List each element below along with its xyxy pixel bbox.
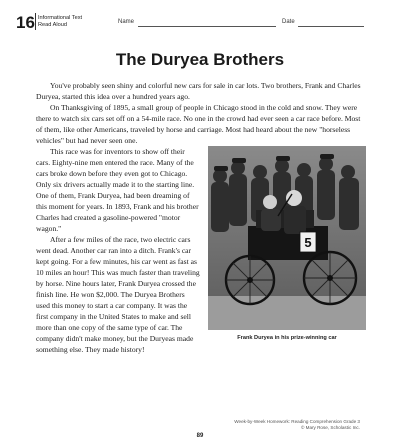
photo-caption: Frank Duryea in his prize-winning car — [237, 335, 337, 341]
car-photo-image — [208, 146, 366, 330]
page-title: The Duryea Brothers — [115, 50, 285, 69]
name-field-line[interactable] — [138, 26, 276, 27]
unit-label — [38, 15, 98, 29]
name-label: Name — [118, 19, 135, 25]
paragraph-3: This race was for inventors to show off their cars. Eighty-nine men entered the race. Many of the cars broke down before they even got to Chicago. Only six drivers actually made it to the starting line. One of them, Frank Duryea, had been dreaming of this moment for years. In 1893, Frank and his brother Charles had created a gasoline-powered "motor wagon." — [36, 147, 199, 233]
footer-credit-line2: © Mary Rose, Scholastic Inc. — [300, 425, 360, 430]
paragraph-2: On Thanksgiving of 1895, a small group of people in Chicago stood in the cold and snow. They were there to watch six cars set off on a 54-mile race. No one in the crowd had ever seen a car race before. Most of them, like other Americans, traveled by horse and carriage. Most had heard about the new "horseless vehicles" but had never seen one. — [36, 103, 361, 145]
paragraph-1: You've probably seen shiny and colorful new cars for sale in car lots. Two brothers, Frank and Charles Duryea, started this idea over a hundred years ago. — [36, 81, 361, 101]
car-number: 5 — [304, 235, 312, 250]
page-header — [0, 0, 400, 32]
date-label: Date — [282, 19, 295, 25]
unit-label-line2: Read Aloud — [38, 21, 67, 28]
date-field-line[interactable] — [298, 26, 364, 27]
footer-credit-line1: Week-by-Week Homework: Reading Comprehension Grade 3 — [234, 419, 360, 424]
unit-label-line1: Informational Text — [38, 15, 83, 21]
photo-figure — [208, 146, 366, 342]
paragraph-4: After a few miles of the race, two electric cars went dead. Another car ran into a ditch. Frank's car kept going. For a few minutes, his car went as fast as 10 miles an hour! This was much faster than traveling by horse. Nine hours later, Frank Duryea crossed the finish line. He won $2,000. The Duryea Brothers used this money to start a car company. It was the first company in the United States to make and sell more than one copy of the same type of car. The company didn't make money, but the Duryeas made something else. They made history! — [36, 235, 200, 354]
footer-credit — [234, 419, 360, 431]
article-body — [36, 80, 366, 355]
unit-number: 16 — [16, 13, 35, 32]
car-photo — [208, 146, 366, 330]
header-divider — [35, 13, 36, 30]
page-number: 89 — [196, 433, 204, 439]
